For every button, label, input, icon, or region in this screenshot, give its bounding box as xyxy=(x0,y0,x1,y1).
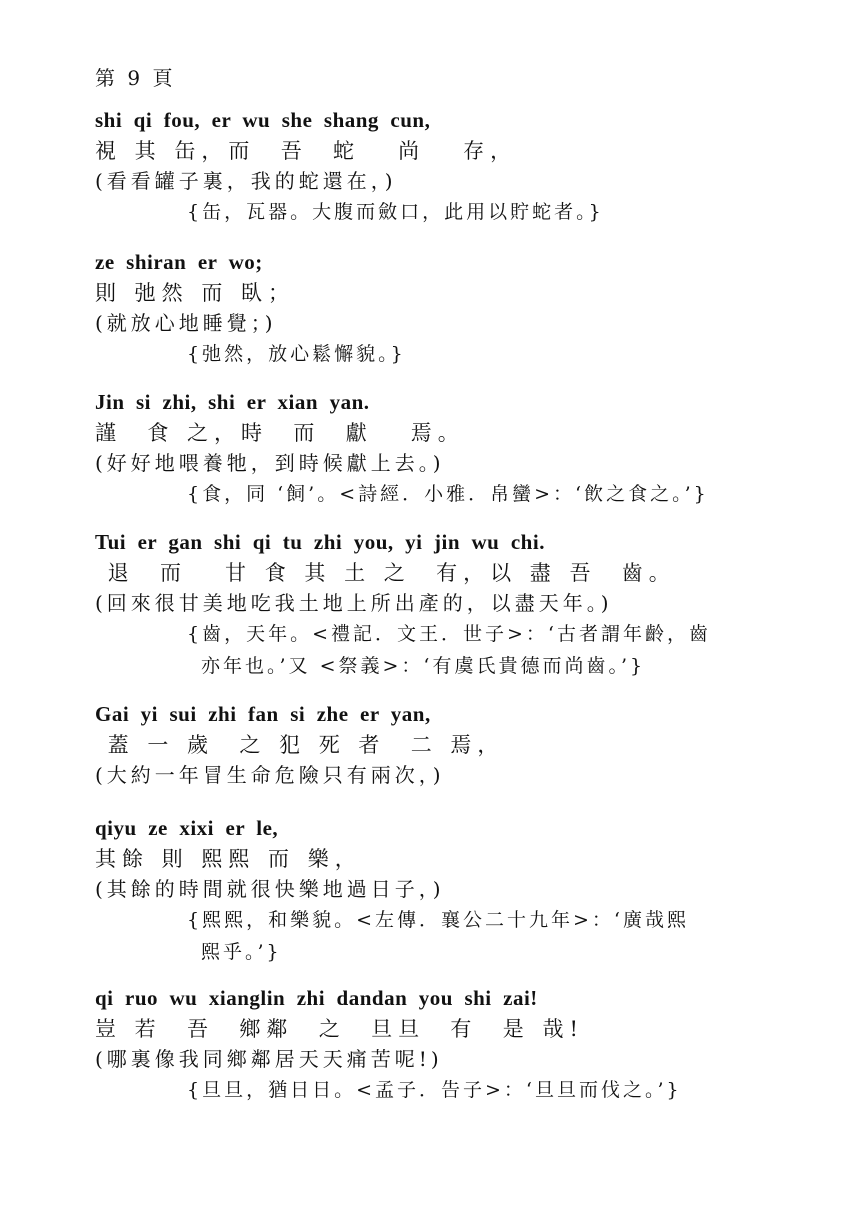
annotation-continuation: 熙乎。’} xyxy=(201,941,282,963)
annotation-line: {旦旦，猶日日。<孟子．告子>：‘旦旦而伐之。’} xyxy=(187,1079,682,1101)
pinyin-line: Jin si zhi, shi er xian yan. xyxy=(95,390,370,414)
chinese-line: 豈 若 吾 鄉鄰 之 旦旦 有 是 哉! xyxy=(95,1017,584,1041)
annotation-continuation: 亦年也。’又 <祭義>：‘有虞氏貴德而尚齒。’} xyxy=(201,655,646,677)
translation-line: (回來很甘美地吃我土地上所出產的，以盡天年。) xyxy=(95,591,613,615)
translation-line: (好好地喂養牠，到時候獻上去。) xyxy=(95,451,445,475)
chinese-line: 視 其 缶，而 吾 蛇 尚 存， xyxy=(95,139,518,163)
chinese-line: 謹 食 之，時 而 獻 焉。 xyxy=(95,421,465,445)
translation-line: (就放心地睡覺；) xyxy=(95,311,277,335)
translation-line: (其餘的時間就很快樂地過日子，) xyxy=(95,877,445,901)
page-number: 第 9 頁 xyxy=(95,66,176,90)
translation-line: (哪裏像我同鄉鄰居天天痛苦呢!) xyxy=(95,1047,443,1071)
pinyin-line: shi qi fou, er wu she shang cun, xyxy=(95,108,431,132)
chinese-line: 其餘 則 熙熙 而 樂， xyxy=(95,847,362,871)
annotation-line: {弛然，放心鬆懈貌。} xyxy=(187,343,406,365)
stanza-4 xyxy=(95,522,835,682)
chinese-line: 則 弛然 而 臥； xyxy=(95,281,296,305)
annotation-line xyxy=(95,650,835,682)
annotation-line: {齒，天年。<禮記．文王．世子>：‘古者謂年齡，齒 xyxy=(187,623,711,645)
annotation-line: {缶，瓦器。大腹而斂口，此用以貯蛇者。} xyxy=(187,201,604,223)
stanza-6 xyxy=(95,808,835,968)
pinyin-line: Tui er gan shi qi tu zhi you, yi jin wu chi. xyxy=(95,530,545,554)
translation-line: (大約一年冒生命危險只有兩次，) xyxy=(95,763,445,787)
pinyin-line: ze shiran er wo; xyxy=(95,250,263,274)
stanza-7 xyxy=(95,978,835,1106)
annotation-line xyxy=(95,936,835,968)
chinese-line: 蓋 一 歲 之 犯 死 者 二 焉， xyxy=(95,733,505,757)
stanza-1 xyxy=(95,100,835,228)
pinyin-line: qi ruo wu xianglin zhi dandan you shi zai! xyxy=(95,986,538,1010)
pinyin-line: qiyu ze xixi er le, xyxy=(95,816,279,840)
annotation-line: {食，同 ‘飼’。<詩經．小雅．帛蠻>：‘飲之食之。’} xyxy=(187,483,709,505)
stanza-3 xyxy=(95,382,835,510)
stanza-2 xyxy=(95,242,835,370)
stanza-5 xyxy=(95,694,835,790)
annotation-line: {熙熙，和樂貌。<左傳．襄公二十九年>：‘廣哉熙 xyxy=(187,909,689,931)
pinyin-line: Gai yi sui zhi fan si zhe er yan, xyxy=(95,702,431,726)
chinese-line: 退 而 甘 食 其 土 之 有，以 盡 吾 齒。 xyxy=(95,561,676,585)
translation-line: (看看罐子裏，我的蛇還在，) xyxy=(95,169,397,193)
